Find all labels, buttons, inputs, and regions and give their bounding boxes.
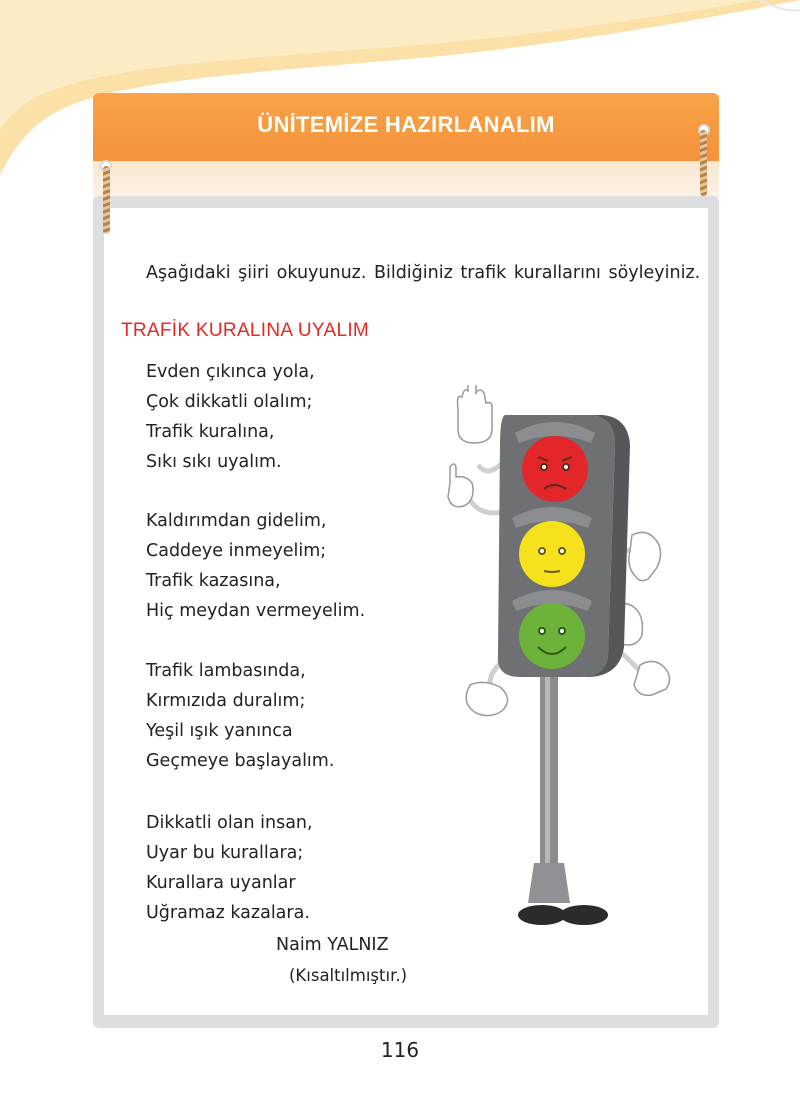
poem-line: Yeşil ışık yanınca: [146, 721, 293, 741]
poem-line: Trafik lambasında,: [146, 661, 306, 681]
poem-line: Geçmeye başlayalım.: [146, 751, 335, 771]
banner-shadow: [93, 161, 719, 199]
abridged-note: (Kısaltılmıştır.): [289, 966, 408, 985]
poem-line: Uyar bu kurallara;: [146, 843, 304, 863]
poem-line: Kırmızıda duralım;: [146, 691, 306, 711]
traffic-light-illustration: [430, 385, 690, 935]
poem-line: Uğramaz kazalara.: [146, 903, 310, 923]
poem-line: Kaldırımdan gidelim,: [146, 511, 327, 531]
poem-line: Kurallara uyanlar: [146, 873, 296, 893]
poem-line: Hiç meydan vermeyelim.: [146, 601, 366, 621]
rope-left: [103, 166, 110, 234]
poem-line: Trafik kuralına,: [146, 422, 275, 442]
rope-right: [700, 130, 707, 196]
poem-line: Trafik kazasına,: [146, 571, 281, 591]
poem-author: Naim YALNIZ: [276, 935, 389, 955]
poem-title: TRAFİK KURALINA UYALIM: [121, 320, 370, 341]
page-number: 116: [380, 1038, 420, 1062]
poem-line: Caddeye inmeyelim;: [146, 541, 327, 561]
instruction-text: Aşağıdaki şiiri okuyunuz. Bildiğiniz trafik kurallarını söyleyiniz.: [146, 263, 701, 283]
poem-line: Evden çıkınca yola,: [146, 362, 315, 382]
poem-line: Dikkatli olan insan,: [146, 813, 313, 833]
poem-line: Sıkı sıkı uyalım.: [146, 452, 282, 472]
poem-line: Çok dikkatli olalım;: [146, 392, 313, 412]
section-title: ÜNİTEMİZE HAZIRLANALIM: [257, 112, 555, 137]
